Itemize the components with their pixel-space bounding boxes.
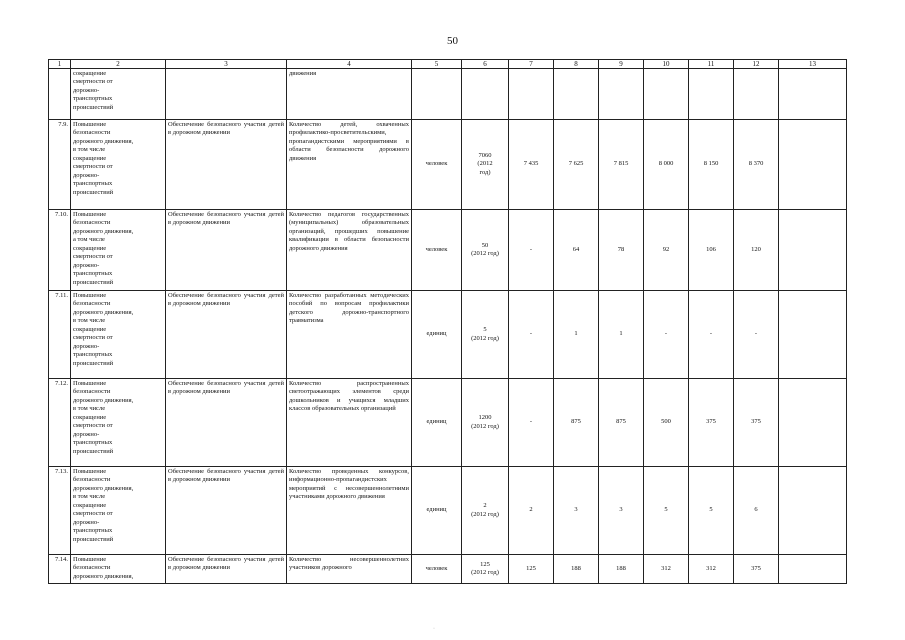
column-header: 13 <box>779 60 847 69</box>
task-cell <box>166 69 287 120</box>
value-cell <box>779 69 847 120</box>
value-cell: 1 <box>599 291 644 379</box>
column-header: 2 <box>71 60 166 69</box>
value-cell <box>554 69 599 120</box>
value-cell: 312 <box>644 555 689 584</box>
value-cell: 500 <box>644 379 689 467</box>
unit-cell: единиц <box>412 379 462 467</box>
task-cell: Обеспечение безопасного участия детей в дорожном движении <box>166 467 287 555</box>
table-row <box>49 467 847 555</box>
value-cell: - <box>509 291 554 379</box>
page-number: 50 <box>447 35 458 47</box>
table-row <box>49 69 847 120</box>
unit-cell: единиц <box>412 467 462 555</box>
value-cell <box>779 379 847 467</box>
value-cell: 3 <box>599 467 644 555</box>
base-value-cell: 125 (2012 год) <box>462 555 509 584</box>
base-value-cell: 7060 (2012 год) <box>462 120 509 210</box>
value-cell: - <box>509 379 554 467</box>
value-cell: 7 435 <box>509 120 554 210</box>
value-cell: 7 625 <box>554 120 599 210</box>
row-number-cell: 7.14. <box>49 555 71 584</box>
goal-cell: Повышение безопасности дорожного движения, <box>71 555 166 584</box>
value-cell: 6 <box>734 467 779 555</box>
value-cell <box>689 69 734 120</box>
value-cell <box>779 291 847 379</box>
table-row <box>49 210 847 291</box>
column-header: 9 <box>599 60 644 69</box>
base-value-cell: 1200 (2012 год) <box>462 379 509 467</box>
indicators-table <box>48 59 847 584</box>
indicator-cell: Количество разработанных методических пособий по вопросам профилактики детского дорожно-транспортного травматизма <box>287 291 412 379</box>
unit-cell: человек <box>412 210 462 291</box>
goal-cell: Повышение безопасности дорожного движения, в том числе сокращение смертности от дорожно- транспортных происшествий <box>71 379 166 467</box>
goal-cell: Повышение безопасности дорожного движения, в том числе сокращение смертности от дорожно- транспортных происшествий <box>71 291 166 379</box>
value-cell: 5 <box>644 467 689 555</box>
value-cell: 5 <box>689 467 734 555</box>
value-cell: - <box>509 210 554 291</box>
column-header: 1 <box>49 60 71 69</box>
column-header: 3 <box>166 60 287 69</box>
value-cell <box>779 467 847 555</box>
column-header: 12 <box>734 60 779 69</box>
column-header: 4 <box>287 60 412 69</box>
base-value-cell: 5 (2012 год) <box>462 291 509 379</box>
value-cell: 875 <box>554 379 599 467</box>
value-cell: 8 000 <box>644 120 689 210</box>
value-cell: 120 <box>734 210 779 291</box>
row-number-cell <box>49 69 71 120</box>
value-cell <box>509 69 554 120</box>
indicator-cell: Количество детей, охваченных профилактико-просветительскими, пропагандистскими мероприятиями в области безопасности дорожного движения <box>287 120 412 210</box>
table-row <box>49 120 847 210</box>
indicator-cell: Количество несовершеннолетних участников дорожного <box>287 555 412 584</box>
header-row <box>49 60 847 69</box>
row-number-cell: 7.10. <box>49 210 71 291</box>
task-cell: Обеспечение безопасного участия детей в дорожном движении <box>166 379 287 467</box>
value-cell: 92 <box>644 210 689 291</box>
task-cell: Обеспечение безопасного участия детей в дорожном движении <box>166 291 287 379</box>
value-cell: 78 <box>599 210 644 291</box>
column-header: 8 <box>554 60 599 69</box>
row-number-cell: 7.13. <box>49 467 71 555</box>
column-header: 10 <box>644 60 689 69</box>
value-cell: 106 <box>689 210 734 291</box>
column-header: 7 <box>509 60 554 69</box>
unit-cell: человек <box>412 120 462 210</box>
column-header: 5 <box>412 60 462 69</box>
value-cell: 375 <box>734 379 779 467</box>
column-header: 11 <box>689 60 734 69</box>
indicator-cell: движения <box>287 69 412 120</box>
value-cell <box>779 120 847 210</box>
base-value-cell <box>462 69 509 120</box>
value-cell: 8 150 <box>689 120 734 210</box>
base-value-cell: 50 (2012 год) <box>462 210 509 291</box>
task-cell: Обеспечение безопасного участия детей в дорожном движении <box>166 210 287 291</box>
value-cell: 312 <box>689 555 734 584</box>
row-number-cell: 7.9. <box>49 120 71 210</box>
table-row <box>49 291 847 379</box>
value-cell: - <box>689 291 734 379</box>
value-cell: 7 815 <box>599 120 644 210</box>
value-cell: 375 <box>689 379 734 467</box>
value-cell <box>599 69 644 120</box>
column-header: 6 <box>462 60 509 69</box>
unit-cell: единиц <box>412 291 462 379</box>
value-cell <box>734 69 779 120</box>
value-cell <box>779 210 847 291</box>
value-cell: 1 <box>554 291 599 379</box>
goal-cell: Повышение безопасности дорожного движения, а том числе сокращение смертности от дорожно- транспортных происшествий <box>71 210 166 291</box>
value-cell: 875 <box>599 379 644 467</box>
value-cell: 3 <box>554 467 599 555</box>
indicator-cell: Количество проведенных конкурсов, информационно-пропагандистских мероприятий с несовершеннолетними участниками дорожного движения <box>287 467 412 555</box>
value-cell: 8 370 <box>734 120 779 210</box>
value-cell: 188 <box>554 555 599 584</box>
value-cell: 64 <box>554 210 599 291</box>
task-cell: Обеспечение безопасного участия детей в дорожном движении <box>166 555 287 584</box>
value-cell <box>644 69 689 120</box>
value-cell: 188 <box>599 555 644 584</box>
value-cell: 2 <box>509 467 554 555</box>
row-number-cell: 7.11. <box>49 291 71 379</box>
indicator-cell: Количество педагогов государственных (муниципальных) образовательных организаций, прошедших повышение квалификации в области безопасности дорожного движения <box>287 210 412 291</box>
value-cell: - <box>734 291 779 379</box>
goal-cell: Повышение безопасности дорожного движения, в том числе сокращение смертности от дорожно- транспортных происшествий <box>71 120 166 210</box>
row-number-cell: 7.12. <box>49 379 71 467</box>
unit-cell <box>412 69 462 120</box>
base-value-cell: 2 (2012 год) <box>462 467 509 555</box>
value-cell: - <box>644 291 689 379</box>
scan-mark: · <box>433 626 435 632</box>
indicator-cell: Количество распространенных светоотражающих элементов среди дошкольников и учащихся младших классов образовательных организаций <box>287 379 412 467</box>
value-cell: 375 <box>734 555 779 584</box>
task-cell: Обеспечение безопасного участия детей в дорожном движении <box>166 120 287 210</box>
table-row <box>49 379 847 467</box>
value-cell <box>779 555 847 584</box>
table-row <box>49 555 847 584</box>
unit-cell: человек <box>412 555 462 584</box>
goal-cell: Повышение безопасности дорожного движения, в том числе сокращение смертности от дорожно- транспортных происшествий <box>71 467 166 555</box>
goal-cell: сокращение смертности от дорожно- транспортных происшествий <box>71 69 166 120</box>
value-cell: 125 <box>509 555 554 584</box>
